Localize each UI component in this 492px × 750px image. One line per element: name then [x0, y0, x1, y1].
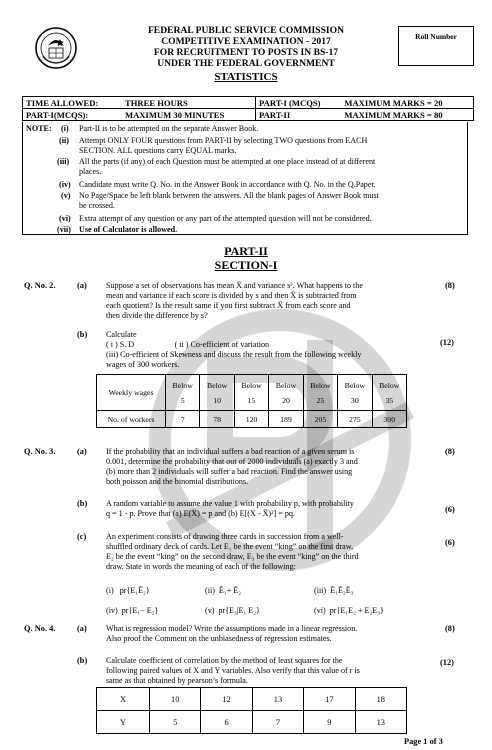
- header-commission: FEDERAL PUBLIC SERVICE COMMISSION: [147, 25, 345, 36]
- q2a-line: Suppose a set of observations has mean X̄ and variance s². What happens to the: [106, 281, 363, 290]
- workers-row-label: No. of workers: [97, 411, 166, 428]
- q2a-line: each quotient? Is the result same if you first subtract X̄ from each score and: [106, 300, 351, 310]
- xy-table: [96, 687, 407, 734]
- instructions-box: [22, 122, 468, 235]
- q3a-line: both poisson and the binomial distributions.: [106, 476, 249, 486]
- note-number: (i): [61, 124, 69, 133]
- note-label: NOTE:: [26, 124, 52, 133]
- note-text: SECTION. ALL questions carry EQUAL marks.: [79, 146, 237, 155]
- q3c-label: (c): [77, 532, 87, 541]
- part2-marks: MAXIMUM MARKS = 80: [341, 109, 473, 121]
- roll-number-box: [398, 26, 474, 66]
- y-row-label: Y: [97, 711, 150, 734]
- note-number: (v): [61, 191, 71, 200]
- y-cell: 6: [201, 711, 252, 734]
- q3a-marks: (8): [445, 447, 455, 456]
- q2a-marks: (8): [445, 281, 455, 290]
- government-emblem-logo: [34, 26, 78, 70]
- wages-cell: Below 15: [234, 375, 268, 411]
- q4a-text: [106, 624, 436, 644]
- y-cell: 5: [150, 711, 201, 734]
- q3-number: Q. No. 3.: [24, 447, 56, 456]
- workers-cell: 120: [234, 411, 268, 428]
- workers-cell: 7: [166, 411, 200, 428]
- part-heading: PART-II: [224, 244, 268, 258]
- q4b-marks: (12): [440, 658, 454, 667]
- page-number: Page 1 of 3: [404, 737, 443, 746]
- q3c-line: shuffled ordinary deck of cards. Let E₁ be the event “king” on the first draw,: [106, 541, 354, 551]
- q3a-line: If the probability that an individual suffers a bad reaction of a given serum is: [106, 447, 355, 456]
- q2a-label: (a): [77, 281, 87, 290]
- part1-label: PART-I (MCQS): [256, 97, 342, 109]
- workers-cell: 205: [303, 411, 337, 428]
- x-cell: 13: [252, 688, 303, 711]
- note-text: All the parts (if any) of each Question must be attempted at one place instead of at different: [79, 157, 376, 166]
- time-allowed-label: TIME ALLOWED:: [23, 97, 122, 109]
- note-text: Extra attempt of any question or any part of the attempted question will not be considered.: [79, 214, 372, 223]
- q4a-line: What is regression model? Write the assumptions made in a linear regression.: [106, 624, 358, 633]
- mcq-time-label: PART-I(MCQS):: [23, 109, 122, 121]
- q2-number: Q. No. 2.: [24, 281, 56, 290]
- q3a-line: 0.001, determine the probability that out of 2000 individuals (a) exactly 3 and: [106, 456, 358, 466]
- x-cell: 18: [355, 688, 406, 711]
- wages-cell: Below 30: [338, 375, 372, 411]
- q2b-marks: (12): [440, 338, 454, 347]
- wages-cell: Below 5: [166, 375, 200, 411]
- q3c-marks: (6): [445, 538, 455, 547]
- note-text: places.: [79, 167, 102, 176]
- q3b-label: (b): [77, 499, 88, 508]
- note-number: (iii): [57, 157, 70, 166]
- q3c-option-ii: (ii) Ē₁+ Ē₂: [205, 586, 242, 595]
- y-cell: 7: [252, 711, 303, 734]
- x-cell: 10: [150, 688, 201, 711]
- workers-cell: 275: [338, 411, 372, 428]
- note-text: No Page/Space be left blank between the answers. All the blank pages of Answer Book must: [79, 191, 379, 200]
- q4b-label: (b): [77, 656, 88, 665]
- header-recruitment: FOR RECRUITMENT TO POSTS IN BS-17: [153, 47, 339, 58]
- q3a-line: (b) more than 2 individuals will suffer a bad reaction. Find the answer using: [106, 466, 353, 476]
- q4-number: Q. No. 4.: [24, 624, 56, 633]
- q3c-line: E₂ be the event “king” on the second draw, E₃ be the event “king” on the third: [106, 551, 359, 561]
- q4b-line: following paired values of X and Y variables. Also verify that this value of r is: [106, 665, 360, 675]
- q3c-line: An experiment consists of drawing three cards in succession from a well-: [106, 532, 344, 541]
- q3a-text: [106, 447, 436, 487]
- q3c-option-iv: (iv) pr{E₁− E₂}: [106, 606, 159, 615]
- mcq-time-value: MAXIMUM 30 MINUTES: [122, 109, 256, 121]
- note-text: Attempt ONLY FOUR questions from PART-II by selecting TWO questions from EACH: [79, 136, 368, 145]
- q4a-marks: (8): [445, 624, 455, 633]
- q3a-label: (a): [77, 447, 87, 456]
- wages-table: [96, 374, 407, 428]
- q3b-text: [106, 499, 436, 519]
- note-number: (vi): [59, 214, 71, 223]
- q2b-label: (b): [77, 330, 88, 339]
- wages-cell: Below 25: [303, 375, 337, 411]
- x-cell: 12: [201, 688, 252, 711]
- time-marks-table: [22, 96, 474, 121]
- note-text: Candidate must write Q. No. in the Answer Book in accordance with Q. No. in the Q.Paper.: [79, 180, 376, 189]
- q2b-line: (iii) Co-efficient of Skewness and discuss the result from the following weekly: [106, 349, 362, 359]
- time-allowed-value: THREE HOURS: [122, 97, 256, 109]
- q3c-line: draw. State in words the meaning of each of the following:: [106, 561, 296, 571]
- workers-cell: 300: [372, 411, 406, 428]
- wages-cell: Below 20: [269, 375, 303, 411]
- y-cell: 9: [304, 711, 355, 734]
- part1-marks: MAXIMUM MARKS = 20: [341, 97, 473, 109]
- q3c-text: [106, 532, 436, 572]
- part2-label: PART-II: [256, 109, 342, 121]
- wages-cell: Below 10: [200, 375, 234, 411]
- q3c-option-iii: (iii) Ē₁Ē₂Ē₃: [314, 586, 354, 595]
- note-text: Use of Calculator is allowed.: [79, 225, 178, 234]
- note-number: (iv): [59, 180, 71, 189]
- section-heading: SECTION-I: [214, 258, 278, 272]
- q3c-option-i: (i) pr{E₁Ē₂}: [106, 586, 150, 595]
- x-row-label: X: [97, 688, 150, 711]
- subject-title: STATISTICS: [214, 71, 278, 83]
- header-exam: COMPETITIVE EXAMINATION - 2017: [161, 36, 331, 47]
- header-government: UNDER THE FEDERAL GOVERNMENT: [157, 58, 335, 69]
- note-text: Part-II is to be attempted on the separate Answer Book.: [79, 124, 259, 133]
- q4b-text: [106, 656, 436, 686]
- workers-cell: 189: [269, 411, 303, 428]
- note-number: (vii): [57, 225, 71, 234]
- y-cell: 13: [355, 711, 406, 734]
- note-text: be crossed.: [79, 201, 115, 210]
- q2a-text: [106, 281, 436, 321]
- q4a-line: Also proof the Comment on the unbiasedness of regression estimates.: [106, 633, 332, 643]
- q2b-line: Calculate: [106, 330, 137, 339]
- wages-cell: Below 35: [372, 375, 406, 411]
- q3b-marks: (6): [445, 505, 455, 514]
- q2b-line: wages of 300 workers.: [106, 359, 180, 369]
- q2b-text: [106, 330, 436, 370]
- note-number: (ii): [59, 136, 69, 145]
- x-cell: 17: [304, 688, 355, 711]
- q3b-line: q = 1 - p. Prove that (a) E(X) = p and (b) E[(X - X̄)²] = pq.: [106, 508, 295, 518]
- q3c-option-v: (v) pr{E₃|E₁ E₂}: [205, 606, 260, 615]
- q4a-label: (a): [77, 624, 87, 633]
- q2a-line: mean and variance if each score is divided by s and then X̄ is subtracted from: [106, 290, 357, 300]
- q3c-option-vi: (vi) pr{E₁E₂ + E₂E₃}: [314, 606, 384, 615]
- q2a-line: then divide the difference by s?: [106, 310, 208, 320]
- q4b-line: Calculate coefficient of correlation by the method of least squares for the: [106, 656, 343, 665]
- roll-number-label: Roll Number: [415, 32, 457, 41]
- q3b-line: A random variable to assume the value 1 with probability p, with probability: [106, 499, 354, 508]
- q2b-line: ( i ) S. D ( ii ) Co-efficient of variation: [106, 339, 270, 349]
- workers-cell: 78: [200, 411, 234, 428]
- q4b-line: same as that obtained by pearson’s formula.: [106, 675, 248, 685]
- wages-row-label: Weekly wages: [97, 375, 166, 411]
